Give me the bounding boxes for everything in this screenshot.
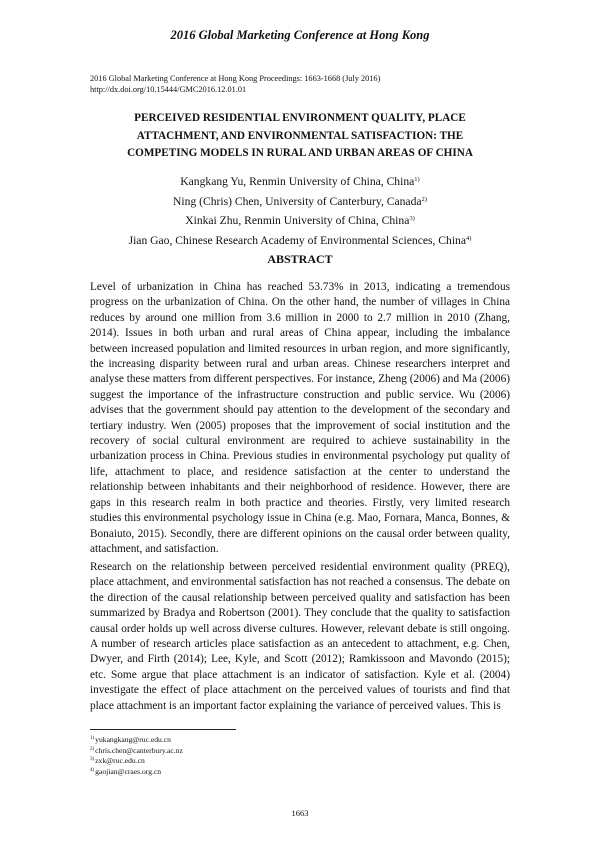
author-list	[80, 171, 520, 249]
author-affiliation: Xinkai Zhu, Renmin University of China, China	[185, 214, 410, 228]
footnote	[90, 734, 390, 745]
author-affiliation: Ning (Chris) Chen, University of Canterbury, Canada	[173, 194, 422, 208]
footnote-email[interactable]: chris.chen@canterbury.ac.nz	[95, 745, 183, 755]
author-line	[80, 171, 520, 191]
footnote	[90, 766, 390, 777]
footnote-divider	[90, 729, 236, 730]
footnote-mark: 1)	[90, 736, 95, 741]
footnote-mark: 3)	[409, 215, 415, 223]
abstract-paragraph: Research on the relationship between perceived residential environment quality (PREQ), place attachment, and environmental satisfaction has not reached a consensus. The debate on the direction of the causal relationship between perceived quality and satisfaction has been summarized by Bradya and Robertson (2001). They conclude that the quality to satisfaction causal order holds up well across diverse cultures. However, relevant debate is still ongoing. A number of research articles place satisfaction as an antecedent to attachment, e.g. Chen, Dwyer, and Firth (2014); Lee, Kyle, and Scott (2012); Ramkissoon and Mavondo (2015); etc. Some argue that place attachment is an indicator of satisfaction. Kyle et al. (2004) investigate the effect of place attachment on the perceived values of tourists and find that place attachment is an important factor explaining the variance of perceived values. This is	[90, 561, 510, 712]
footnote-list	[90, 734, 390, 776]
footnote-email[interactable]: zxk@ruc.edu.cn	[95, 756, 145, 766]
footnote-email[interactable]: yukangkang@ruc.edu.cn	[95, 735, 171, 744]
author-line	[80, 210, 520, 230]
footnote	[90, 745, 390, 756]
footnote-mark: 4)	[466, 234, 472, 242]
abstract-paragraph: Level of urbanization in China has reached 53.73% in 2013, indicating a tremendous progress on the urbanization of China. On the other hand, the number of villages in China reduces by around one million from 3.6 million in 2000 to 2.7 million in 2010 (Zhang, 2014). Issues in both urban and rural areas of China appear, including the imbalance between increased population and limited resources in urban region, and more significantly, the increasing disparity between rural and urban areas. Chinese researchers interpret and analyse these matters from different perspectives. For instance, Zheng (2006) and Ma (2006) suggest the importance of the infrastructure construction and public service. Wu (2006) advises that the government should pay attention to the development of the secondary and tertiary industry. Wen (2005) proposes that the improvement of social institution and the recovery of social cultural environment are required to achieve sustainability in the urbanization process in China. Previous studies in environmental psychology put quality of life, attachment to place, and residence satisfaction at the center to understand the relationship between inhabitants and their neighborhood of residence. However, there are gaps in this research realm in both practice and theories. Firstly, very limited research studies this environmental psychology issue in China (e.g. Mao, Fornara, Manca, Bonnes, & Bonaiuto, 2015). Secondly, there are different opinions on the causal order between quality, attachment, and satisfaction.	[90, 281, 510, 555]
author-affiliation: Jian Gao, Chinese Research Academy of Environmental Sciences, China	[128, 233, 466, 247]
doi-link[interactable]: http://dx.doi.org/10.15444/GMC2016.12.01.01	[90, 85, 247, 94]
footnote-mark: 2)	[421, 195, 427, 203]
title-line: PERCEIVED RESIDENTIAL ENVIRONMENT QUALITY, PLACE	[134, 112, 466, 124]
footnote-mark: 2)	[90, 746, 95, 752]
title-line: ATTACHMENT, AND ENVIRONMENTAL SATISFACTION: THE	[136, 129, 464, 142]
author-affiliation: Kangkang Yu, Renmin University of China, China	[180, 175, 415, 188]
author-line	[80, 191, 520, 211]
footnote-mark: 4)	[90, 767, 95, 773]
running-head: 2016 Global Marketing Conference at Hong Kong	[170, 28, 430, 42]
footnote-email[interactable]: gaojian@craes.org.cn	[95, 766, 162, 776]
footnote-mark: 3)	[90, 757, 95, 763]
proceedings-info	[90, 73, 510, 95]
abstract-heading: ABSTRACT	[267, 252, 333, 266]
footnote-mark: 1)	[414, 176, 420, 183]
footnote	[90, 755, 390, 766]
paper-title	[100, 110, 500, 163]
author-line	[80, 230, 520, 250]
title-line: COMPETING MODELS IN RURAL AND URBAN AREAS OF CHINA	[127, 147, 473, 159]
proceedings-citation: 2016 Global Marketing Conference at Hong Kong Proceedings: 1663-1668 (July 2016)	[90, 74, 381, 83]
page-number: 1663	[291, 808, 309, 818]
